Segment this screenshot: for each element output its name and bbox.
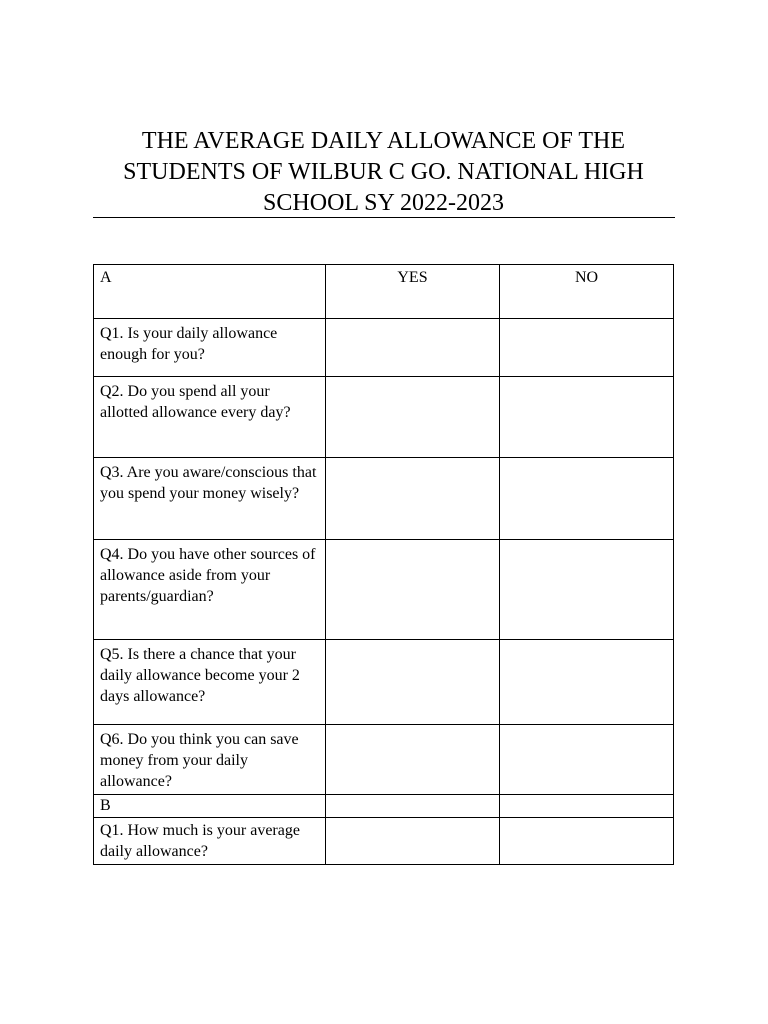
question-cell — [94, 458, 326, 540]
title-line-2: STUDENTS OF WILBUR C GO. NATIONAL HIGH — [123, 159, 644, 185]
title-line-1: THE AVERAGE DAILY ALLOWANCE OF THE — [141, 128, 626, 154]
no-answer-cell[interactable] — [500, 795, 674, 818]
question-text: Q1. Is your daily allowance enough for you? — [100, 325, 278, 363]
survey-table — [93, 264, 674, 865]
question-cell — [94, 640, 326, 725]
question-cell — [94, 540, 326, 640]
question-text: Q6. Do you think you can save money from your daily allowance? — [100, 731, 299, 790]
yes-answer-cell[interactable] — [326, 458, 500, 540]
question-text: Q4. Do you have other sources of allowance aside from your parents/guardian? — [100, 546, 316, 605]
yes-answer-cell[interactable] — [326, 319, 500, 377]
table-row — [94, 640, 674, 725]
yes-answer-cell[interactable] — [326, 795, 500, 818]
question-text: Q2. Do you spend all your allotted allowance every day? — [100, 383, 291, 421]
section-b-row — [94, 795, 674, 818]
question-text: Q3. Are you aware/conscious that you spend your money wisely? — [100, 464, 317, 502]
yes-answer-cell[interactable] — [326, 725, 500, 795]
table-row — [94, 818, 674, 865]
yes-column-header: YES — [326, 265, 500, 319]
yes-answer-cell[interactable] — [326, 377, 500, 458]
no-answer-cell[interactable] — [500, 640, 674, 725]
title-line-3: SCHOOL SY 2022-2023 — [263, 190, 504, 216]
question-cell — [94, 319, 326, 377]
yes-answer-cell[interactable] — [326, 818, 500, 865]
question-text: Q1. How much is your average daily allowance? — [100, 822, 300, 860]
no-answer-cell[interactable] — [500, 377, 674, 458]
question-text: Q5. Is there a chance that your daily allowance become your 2 days allowance? — [100, 646, 300, 705]
table-row — [94, 377, 674, 458]
document-title — [92, 126, 675, 219]
question-cell — [94, 377, 326, 458]
no-answer-cell[interactable] — [500, 540, 674, 640]
yes-answer-cell[interactable] — [326, 540, 500, 640]
table-row — [94, 725, 674, 795]
section-b-label: B — [94, 795, 326, 818]
no-answer-cell[interactable] — [500, 458, 674, 540]
question-cell — [94, 725, 326, 795]
question-cell — [94, 818, 326, 865]
no-answer-cell[interactable] — [500, 818, 674, 865]
table-row — [94, 319, 674, 377]
no-column-header: NO — [500, 265, 674, 319]
section-a-header: A — [94, 265, 326, 319]
table-row — [94, 540, 674, 640]
yes-answer-cell[interactable] — [326, 640, 500, 725]
title-underline — [93, 217, 675, 218]
no-answer-cell[interactable] — [500, 725, 674, 795]
no-answer-cell[interactable] — [500, 319, 674, 377]
table-row — [94, 458, 674, 540]
header-row — [94, 265, 674, 319]
